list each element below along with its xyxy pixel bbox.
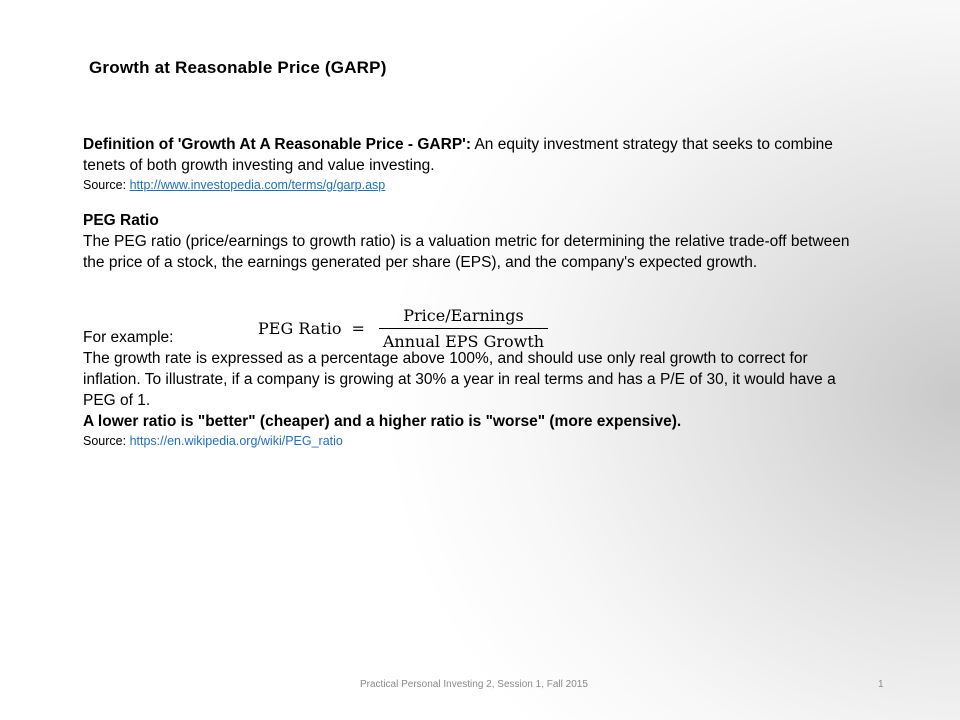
wikipedia-link[interactable]: https://en.wikipedia.org/wiki/PEG_ratio	[129, 434, 343, 448]
formula-numerator: Price/Earnings	[403, 306, 524, 325]
example-emphasis: A lower ratio is "better" (cheaper) and a higher ratio is "worse" (more expensive).	[83, 413, 682, 430]
definition-label: Definition of 'Growth At A Reasonable Price - GARP':	[83, 136, 472, 153]
peg-heading: PEG Ratio	[83, 212, 159, 229]
slide-title: Growth at Reasonable Price (GARP)	[89, 58, 387, 77]
formula-fraction	[379, 306, 548, 351]
example-text: The growth rate is expressed as a percentage above 100%, and should use only real growth to correct for inflation. To illustrate, if a company is growing at 30% a year in real terms and has a P/E of 30, it would have a PEG of 1.	[83, 350, 836, 409]
page-number: 1	[878, 679, 884, 690]
peg-formula	[258, 306, 548, 351]
definition-source-label: Source:	[83, 178, 130, 192]
footer-text: Practical Personal Investing 2, Session 1, Fall 2015	[360, 679, 588, 690]
definition-source	[83, 176, 863, 194]
peg-description: The PEG ratio (price/earnings to growth ratio) is a valuation metric for determining the relative trade-off between the price of a stock, the earnings generated per share (EPS), and the company's expected growth.	[83, 233, 850, 271]
definition-text: An equity investment strategy that seeks to combine tenets of both growth investing and value investing.	[83, 136, 833, 174]
slide-content	[83, 134, 863, 450]
formula-lhs: PEG Ratio	[258, 319, 342, 338]
definition-paragraph	[83, 134, 863, 176]
formula-denominator: Annual EPS Growth	[382, 332, 545, 351]
example-heading: For example:	[83, 329, 174, 346]
example-source-label: Source:	[83, 434, 130, 448]
formula-equals: =	[351, 319, 365, 338]
example-source	[83, 432, 863, 450]
investopedia-link[interactable]: http://www.investopedia.com/terms/g/garp.asp	[129, 178, 386, 192]
